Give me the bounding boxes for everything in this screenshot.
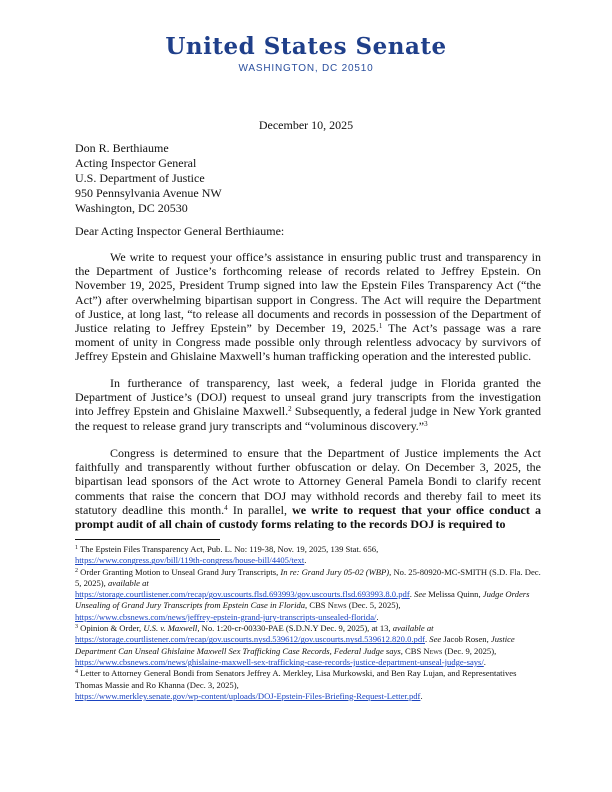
footnote-4-link[interactable]: https://www.merkley.senate.gov/wp-content/uploads/DOJ-Epstein-Files-Briefing-Request-Letter.pdf [75, 690, 421, 701]
senate-title: United States Senate [165, 33, 447, 60]
recipient-address [75, 141, 222, 216]
letterhead [0, 34, 612, 74]
audit-request-bold: we write to request that your office conduct a prompt audit of all chain of custody forms relating to the records DOJ is required to [75, 502, 541, 532]
letter-date: December 10, 2025 [258, 118, 354, 132]
footnote-3-link-1[interactable]: https://storage.courtlistener.com/recap/gov.uscourts.nysd.539612/gov.uscourts.nysd.539612.820.0.pdf [75, 634, 425, 645]
footnote-1-link[interactable]: https://www.congress.gov/bill/119th-congress/house-bill/4405/text [75, 555, 305, 566]
recipient-department: U.S. Department of Justice [75, 171, 205, 185]
footnote-ref-3[interactable]: 3 [424, 419, 428, 428]
recipient-city: Washington, DC 20530 [75, 201, 188, 215]
footnote-ref-1[interactable]: 1 [378, 322, 383, 331]
footnote-2-link-1[interactable]: https://storage.courtlistener.com/recap/gov.uscourts.flsd.693993/gov.uscourts.flsd.693993.8.0.pdf [75, 589, 410, 600]
salutation: Dear Acting Inspector General Berthiaume: [75, 224, 285, 238]
footnote-3: $^3$ Opinion & Order, U.S. v. Maxwell, No. 1:20-cr-00330-PAE (S.D.N.Y Dec. 9, 2025), at 13, available at https://storage.courtlistener.com/recap/gov.uscourts.nysd.539612/gov.uscourts.nysd.539612.820.0.pdf. See Jacob Rosen, Justice Department Can Unseal Ghislaine Maxwell Sex Trafficking Case Records, Federal Judge says, CBS News (Dec. 9, 2025), https://www.cbsnews.com/news/ghislaine-maxwell-sex-trafficking-case-records-justice-department-unseal-judge-says/. [75, 623, 515, 667]
footnote-1: $^1$ The Epstein Files Transparency Act, Pub. L. No: 119-38, Nov. 19, 2025, 139 Stat. 656, https://www.congress.gov/bill/119th-congress/house-bill/4405/text. [75, 544, 379, 566]
footnote-4: $^4$ Letter to Attorney General Bondi from Senators Jeffrey A. Merkley, Lisa Murkowski, and Ben Ray Lujan, and Representatives Thomas Massie and Ro Khanna (Dec. 3, 2025), https://www.merkley.senate.gov/wp-content/uploads/DOJ-Epstein-Files-Briefing-Request-Letter.pdf. [75, 668, 517, 701]
recipient-title: Acting Inspector General [75, 156, 197, 170]
senate-city: WASHINGTON, DC 20510 [238, 63, 374, 74]
footnote-3-link-2[interactable]: https://www.cbsnews.com/news/ghislaine-maxwell-sex-trafficking-case-records-justice-department-unseal-judge-says/ [75, 656, 484, 667]
footnote-ref-4[interactable]: 4 [224, 503, 228, 512]
footnote-2-link-2[interactable]: https://www.cbsnews.com/news/jeffrey-epstein-grand-jury-transcripts-unsealed-florida/ [75, 611, 377, 622]
recipient-name: Don R. Berthiaume [75, 141, 169, 155]
body-paragraph-2: In furtherance of transparency, last week, a federal judge in Florida granted the Department of Justice’s (DOJ) request to unseal grand jury transcripts from the investigation into Jeffrey Epstein and Ghislaine Maxwell.$^2$ Subsequently, a federal judge in New York granted the request to release grand jury transcripts and “voluminous discovery.”$^3$ [75, 376, 542, 433]
recipient-street: 950 Pennsylvania Avenue NW [75, 186, 222, 200]
body-paragraph-3: Congress is determined to ensure that the Department of Justice implements the Act faithfully and transparently without further obfuscation or delay. On December 3, 2025, the bipartisan lead sponsors of the Act wrote to Attorney General Pamela Bondi to clarify recent comments that raise the concern that DOJ may withhold records and thereby fail to meet its statutory deadline this month.$^4$ In parallel, we write to request that your office conduct a prompt audit of all chain of custody forms relating to the records DOJ is required to [75, 446, 541, 532]
footnote-ref-2[interactable]: 2 [288, 405, 292, 414]
footnote-2: $^2$ Order Granting Motion to Unseal Grand Jury Transcripts, In re: Grand Jury 05-02 (WBP), No. 25-80920-MC-SMITH (S.D. Fla. Dec. 5, 2025), available at https://storage.courtlistener.com/recap/gov.uscourts.flsd.693993/gov.uscourts.flsd.693993.8.0.pdf. See Melissa Quinn, Judge Orders Unsealing of Grand Jury Transcripts from Epstein Case in Florida, CBS News (Dec. 5, 2025), https://www.cbsnews.com/news/jeffrey-epstein-grand-jury-transcripts-unsealed-florida/. [75, 566, 541, 622]
body-paragraph-1: We write to request your office’s assistance in ensuring public trust and transparency in the Department of Justice’s forthcoming release of records related to Jeffrey Epstein. On November 19, 2025, President Trump signed into law the Epstein Files Transparency Act (“the Act”) after overwhelming bipartisan support in Congress. The Act will require the Department of Justice, at long last, “to release all documents and records in possession of the Department of Justice relating to Jeffrey Epstein” by December 19, 2025.$^1$ The Act’s passage was a rare moment of unity in Congress made possible only through relentless advocacy by survivors of Jeffrey Epstein and Ghislaine Maxwell’s human trafficking operation and the interested public. [75, 250, 542, 364]
footnote-divider [75, 539, 220, 540]
footnotes [75, 544, 545, 702]
